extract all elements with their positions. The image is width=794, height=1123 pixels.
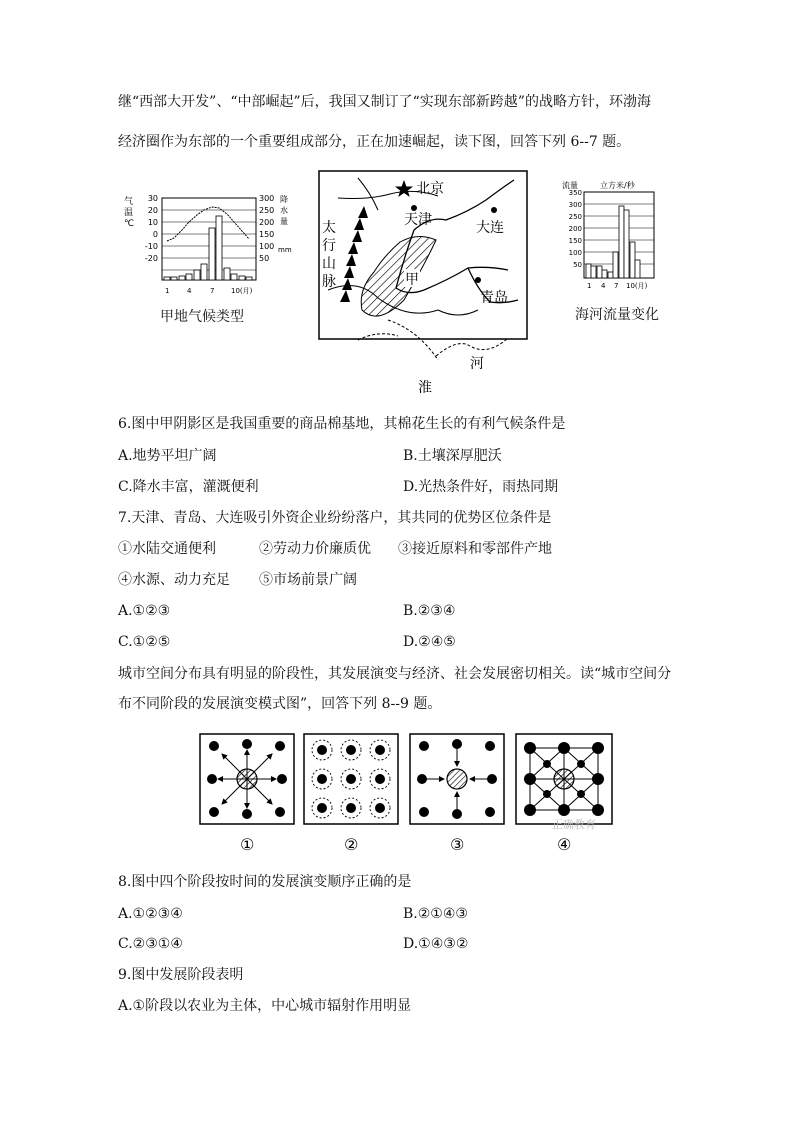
haihe-flow-chart <box>560 180 670 300</box>
flow-month-tick: 7 <box>614 282 619 290</box>
flow-month-tick: 1 <box>587 282 592 290</box>
q7-option-d: D.②④⑤ <box>403 634 456 650</box>
map-label-he: 河 <box>470 356 484 372</box>
precip-tick: 50 <box>259 254 270 263</box>
climate-caption: 甲地气候类型 <box>160 309 244 325</box>
stage-2-panel <box>304 734 398 824</box>
q7-option-b: B.②③④ <box>403 603 456 619</box>
svg-text:mm: mm <box>278 246 292 254</box>
q6-option-d: D.光热条件好，雨热同期 <box>403 479 559 495</box>
stage-3-panel <box>410 734 504 824</box>
temp-tick: 10 <box>147 218 158 227</box>
climate-chart <box>120 180 290 300</box>
month-tick: 4 <box>187 287 192 295</box>
q8-stem: 8.图中四个阶段按时间的发展演变顺序正确的是 <box>118 874 412 890</box>
temp-tick: 30 <box>147 194 158 203</box>
q7-item-3: ③接近原料和零部件产地 <box>398 541 552 557</box>
map-label-jia: 甲 <box>405 272 419 288</box>
q7-stem: 7.天津、青岛、大连吸引外资企业纷纷落户，其共同的优势区位条件是 <box>118 510 552 526</box>
q7-item-5: ⑤市场前景广阔 <box>259 572 357 588</box>
precip-tick: 150 <box>259 230 275 239</box>
q7-item-2: ②劳动力价廉质优 <box>259 541 371 557</box>
precip-axis-title: 降 <box>280 195 288 204</box>
q8-option-d: D.①④③② <box>403 936 469 952</box>
q7-item-4: ④水源、动力充足 <box>118 572 230 588</box>
stage-1-panel <box>200 734 294 824</box>
q6-option-a: A.地势平坦广阔 <box>118 448 217 464</box>
q8-option-b: B.②①④③ <box>403 906 468 922</box>
precip-tick: 300 <box>259 194 275 203</box>
precip-tick: 200 <box>259 218 275 227</box>
svg-text:℃: ℃ <box>124 219 135 229</box>
bohai-map <box>318 170 528 396</box>
q7-option-c: C.①②⑤ <box>118 634 171 650</box>
temp-axis-title: 气 <box>124 197 134 207</box>
stage-label: ① <box>240 835 255 854</box>
flow-tick: 150 <box>568 237 582 245</box>
q6-stem: 6.图中甲阴影区是我国重要的商品棉基地，其棉花生长的有利气候条件是 <box>118 416 566 432</box>
map-label-tianjin: 天津 <box>404 212 432 228</box>
month-tick: 1 <box>165 287 170 295</box>
flow-tick: 300 <box>568 201 582 209</box>
stage-label: ③ <box>450 835 465 854</box>
q6-option-b: B.土壤深厚肥沃 <box>403 448 502 464</box>
svg-text:水: 水 <box>280 206 288 215</box>
flow-caption: 海河流量变化 <box>575 307 659 323</box>
city-dot-icon <box>411 205 417 211</box>
map-label-huai: 淮 <box>418 380 432 396</box>
flow-tick: 250 <box>568 213 582 221</box>
q8-option-a: A.①②③④ <box>118 906 183 922</box>
intro1-line1: 继“西部大开发”、“中部崛起”后，我国又制订了“实现东部新跨越”的战略方针，环渤海 <box>118 94 651 110</box>
map-label-mountain: 太行山脉 <box>322 220 336 290</box>
intro2-line1: 城市空间分布具有明显的阶段性，其发展演变与经济、社会发展密切相关。读“城市空间分 <box>118 666 672 682</box>
flow-y-title: 流量 <box>562 181 578 190</box>
stage-label: ④ <box>557 835 572 854</box>
flow-tick: 200 <box>568 225 582 233</box>
q8-option-c: C.②③①④ <box>118 936 183 952</box>
city-dot-icon <box>475 277 481 283</box>
q7-option-a: A.①②③ <box>118 603 171 619</box>
svg-text:量: 量 <box>280 217 288 226</box>
intro2-line2: 布不同阶段的发展演变模式图”，回答下列 8--9 题。 <box>118 696 442 712</box>
city-development-diagram <box>196 728 616 856</box>
month-tick: 7 <box>210 287 215 295</box>
svg-text:温: 温 <box>124 208 134 218</box>
intro1-line2: 经济圈作为东部的一个重要组成部分，正在加速崛起，读下图，回答下列 6--7 题。 <box>118 134 631 150</box>
map-label-dalian: 大连 <box>476 220 504 236</box>
city-dot-icon <box>491 207 497 213</box>
flow-unit: 立方米/秒 <box>600 181 635 190</box>
q9-stem: 9.图中发展阶段表明 <box>118 967 244 983</box>
temp-tick: -20 <box>144 254 158 263</box>
q7-item-1: ①水陆交通便利 <box>118 541 216 557</box>
map-label-qingdao: 青岛 <box>480 290 508 306</box>
month-tick: 10(月) <box>231 287 253 295</box>
temp-tick: 0 <box>152 230 158 239</box>
q6-option-c: C.降水丰富，灌溉便利 <box>118 479 259 495</box>
precip-tick: 100 <box>259 242 275 251</box>
q9-option-a: A.①阶段以农业为主体，中心城市辐射作用明显 <box>118 998 412 1014</box>
flow-tick: 100 <box>568 249 582 257</box>
watermark-text: 正确教育 <box>552 818 596 831</box>
flow-tick: 350 <box>568 189 582 197</box>
map-label-beijing: 北京 <box>416 181 444 197</box>
temp-tick: -10 <box>144 242 158 251</box>
stage-4-panel <box>516 734 612 824</box>
flow-month-tick: 4 <box>601 282 606 290</box>
flow-tick: 50 <box>573 261 582 269</box>
precip-tick: 250 <box>259 206 275 215</box>
stage-label: ② <box>344 835 359 854</box>
temp-tick: 20 <box>147 206 158 215</box>
flow-month-tick: 10(月) <box>626 282 648 290</box>
